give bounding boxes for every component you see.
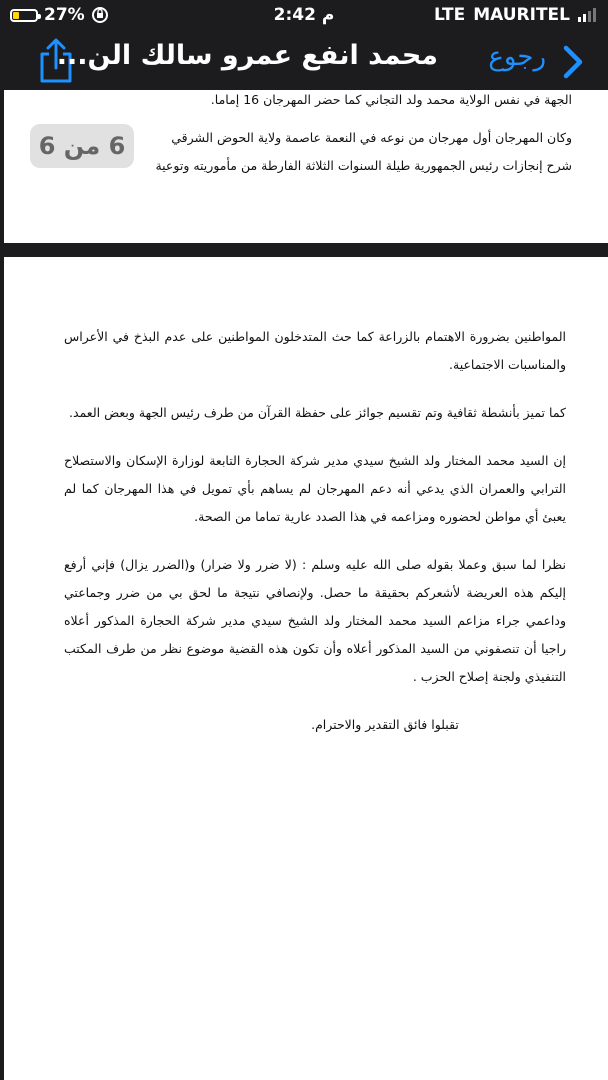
battery-percent: 27%	[44, 5, 85, 25]
status-bar	[0, 0, 608, 32]
text-line: وكان المهرجان أول مهرجان من نوعه في النعمة عاصمة ولاية الحوض الشرقي	[171, 130, 572, 145]
document-title: محمد انفع عمرو سالك الن...	[56, 40, 438, 71]
document-page-6[interactable]	[4, 257, 608, 1080]
carrier-name: MAURITEL	[473, 5, 570, 25]
text-line: شرح إنجازات رئيس الجمهورية طيلة السنوات الثلاثة الفارطة من مأموريته وتوعية	[155, 158, 572, 173]
navigation-bar	[0, 32, 608, 90]
page-counter-badge: 6 من 6	[30, 124, 134, 168]
paragraph: المواطنين بضرورة الاهتمام بالزراعة كما حث المتدخلون المواطنين على عدم البذخ في الأعراس والمناسبات الاجتماعية.	[64, 329, 566, 372]
paragraph: نظرا لما سبق وعملا بقوله صلى الله عليه وسلم : (لا ضرر ولا ضرار) و(الضرر يزال) فإني أرفع إليكم هذه العريضة لأشعركم بحقيقة ما حصل. ولإنصافي نتيجة ما لحق بي من ضرر وجماعتي وداعمي جراء مزاعم السيد محمد المختار ولد الشيخ سيدي مدير شركة الحجارة المذكور أعلاه راجيا أن تنصفوني من السيد المذكور أعلاه وأن تكون هذه القضية موضوع نظر من طرف المكتب التنفيذي ولجنة إصلاح الحزب .	[64, 557, 566, 684]
chevron-right-icon[interactable]	[560, 45, 586, 79]
paragraph: إن السيد محمد المختار ولد الشيخ سيدي مدير شركة الحجارة التابعة لوزارة الإسكان والاستصلاح الترابي والعمران الذي يدعي أنه دعم المهرجان لم يساهم بأي تمويل في هذا المهرجان كما لم يعبئ أي مواطن لحضوره ومزاعمه في هذا الصدد عارية تماما من الصحة.	[64, 453, 566, 524]
closing-line: تقبلوا فائق التقدير والاحترام.	[311, 717, 459, 732]
signal-strength-icon	[578, 8, 596, 22]
paragraph: كما تميز بأنشطة ثقافية وتم تقسيم جوائز على حفظة القرآن من طرف رئيس الجهة وبعض العمد.	[69, 405, 566, 420]
back-button[interactable]: رجوع	[488, 42, 546, 72]
text-line: الجهة في نفس الولاية محمد ولد التجاني كما حضر المهرجان 16 إماما.	[210, 92, 572, 107]
document-body	[64, 323, 566, 759]
status-time: 2:42 م	[273, 5, 335, 25]
status-right	[434, 5, 596, 25]
network-type: LTE	[433, 5, 466, 25]
